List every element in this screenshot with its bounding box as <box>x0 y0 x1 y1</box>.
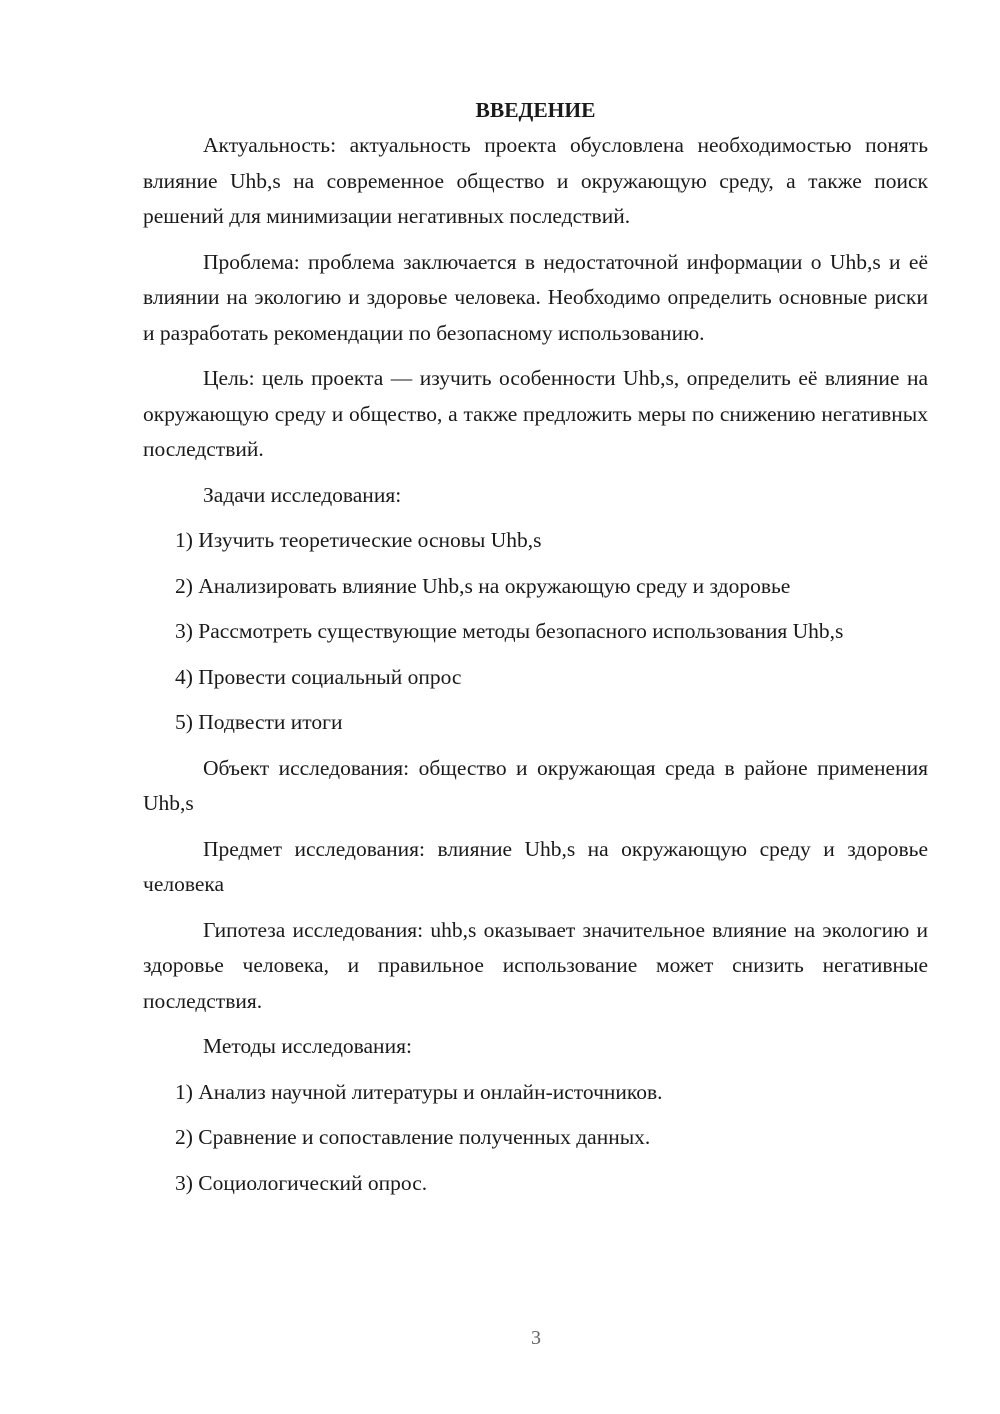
methods-title: Методы исследования: <box>203 1034 412 1058</box>
task-item: 4) Провести социальный опрос <box>175 664 462 689</box>
page-number: 3 <box>531 1327 541 1349</box>
task-item: 1) Изучить теоретические основы Uhb,s <box>175 528 542 552</box>
subject-paragraph: Предмет исследования: влияние Uhb,s на окружающую среду и здоровье человека <box>143 836 928 896</box>
method-item: 2) Сравнение и сопоставление полученных данных. <box>175 1125 651 1149</box>
goal-paragraph: Цель: цель проекта — изучить особенности Uhb,s, определить её влияние на окружающую среду и общество, а также предложить меры по снижению негативных последствий. <box>143 366 928 461</box>
task-item: 2) Анализировать влияние Uhb,s на окружающую среду и здоровье <box>175 573 791 598</box>
relevance-paragraph: Актуальность: актуальность проекта обусловлена необходимостью понять влияние Uhb,s на современное общество и окружающую среду, а также поиск решений для минимизации негативных последствий. <box>143 133 928 228</box>
method-item: 3) Социологический опрос. <box>175 1170 428 1195</box>
method-item: 1) Анализ научной литературы и онлайн-источников. <box>175 1079 663 1104</box>
page-title: ВВЕДЕНИЕ <box>475 98 596 122</box>
object-paragraph: Объект исследования: общество и окружающая среда в районе применения Uhb,s <box>143 755 928 815</box>
tasks-title: Задачи исследования: <box>203 482 402 507</box>
problem-paragraph: Проблема: проблема заключается в недостаточной информации о Uhb,s и её влиянии на экологию и здоровье человека. Необходимо определить основные риски и разработать рекомендации по безопасному использованию. <box>143 249 928 345</box>
hypothesis-paragraph: Гипотеза исследования: uhb,s оказывает значительное влияние на экологию и здоровье человека, и правильное использование может снизить негативные последствия. <box>143 917 928 1013</box>
task-item: 3) Рассмотреть существующие методы безопасного использования Uhb,s <box>175 619 844 643</box>
document-page <box>143 93 928 1211</box>
task-item: 5) Подвести итоги <box>175 710 343 734</box>
